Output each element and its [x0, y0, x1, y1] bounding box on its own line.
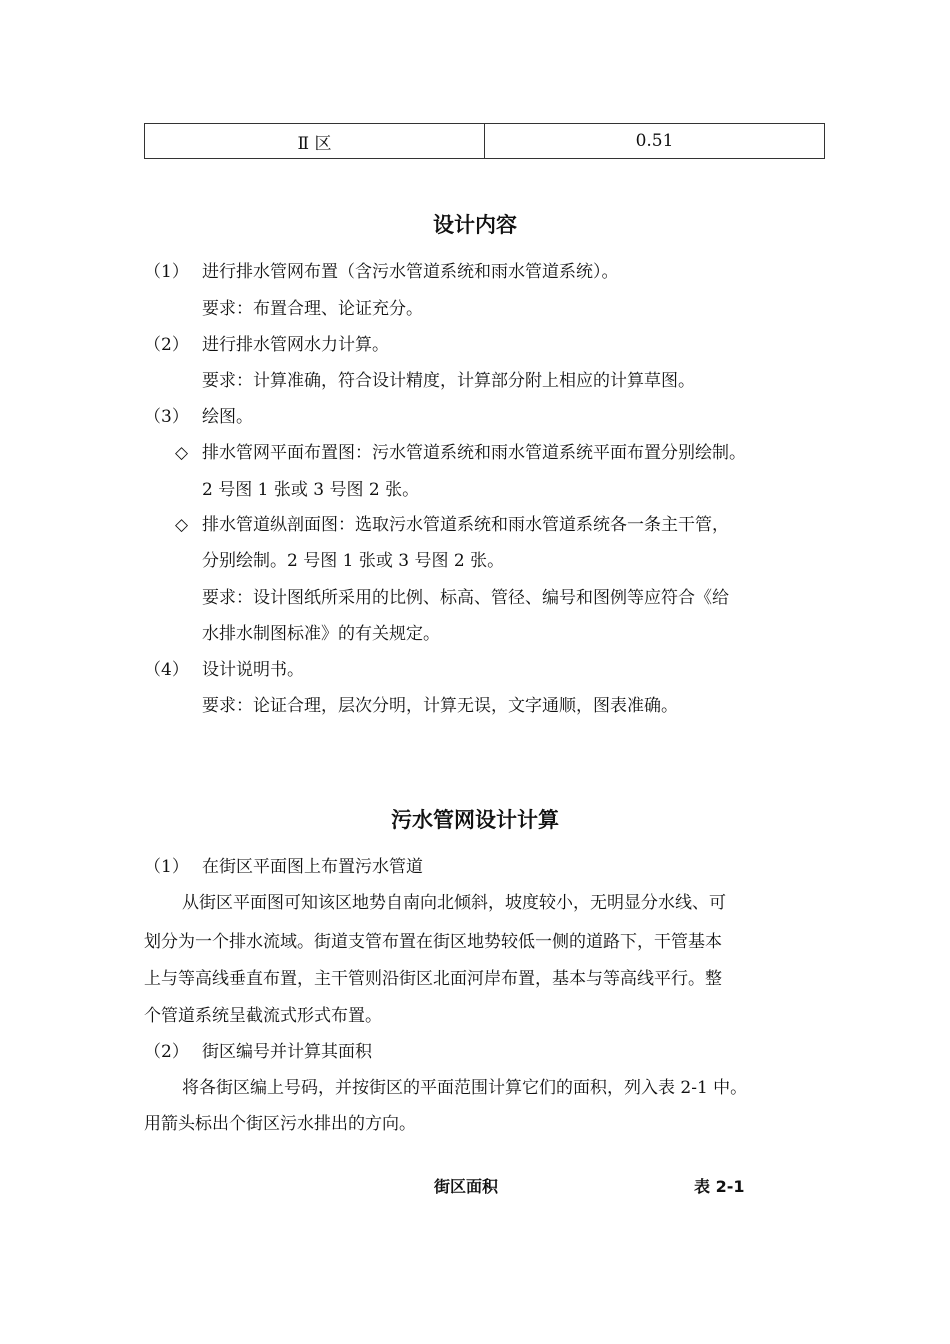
item-text: 进行排水管网布置（含污水管道系统和雨水管道系统）。 — [202, 262, 619, 282]
step-text: 街区编号并计算其面积 — [202, 1042, 372, 1062]
item-text: 设计说明书。 — [202, 660, 304, 680]
drawing-bullet-1 — [175, 441, 746, 465]
step-number: （2） — [144, 1042, 189, 1062]
design-item-2 — [144, 333, 389, 357]
item-text: 进行排水管网水力计算。 — [202, 335, 389, 355]
table-number: 表 2-1 — [694, 1177, 745, 1196]
design-content-heading: 设计内容 — [433, 213, 517, 237]
paragraph-line: 个管道系统呈截流式形式布置。 — [144, 1006, 382, 1026]
diamond-bullet-icon: ◇ — [175, 443, 189, 463]
item-text: 绘图。 — [202, 407, 253, 427]
table-row — [145, 124, 825, 159]
drawing-bullet-1-continued: 2 号图 1 张或 3 号图 2 张。 — [202, 480, 420, 500]
paragraph-line: 划分为一个排水流域。街道支管布置在街区地势较低一侧的道路下，干管基本 — [144, 932, 722, 952]
paragraph-line: 从街区平面图可知该区地势自南向北倾斜，坡度较小，无明显分水线、可 — [182, 893, 726, 913]
design-item-4 — [144, 658, 304, 682]
item-number: （1） — [144, 262, 189, 282]
diamond-bullet-icon: ◇ — [175, 515, 189, 535]
calc-step-1 — [144, 855, 423, 879]
district-table — [144, 123, 825, 159]
calc-step-2 — [144, 1040, 372, 1064]
design-item-1 — [144, 260, 619, 284]
design-item-1-requirement: 要求：布置合理、论证充分。 — [202, 299, 423, 319]
step-text: 在街区平面图上布置污水管道 — [202, 857, 423, 877]
bullet-text: 排水管网平面布置图：污水管道系统和雨水管道系统平面布置分别绘制。 — [202, 443, 746, 463]
drawing-bullet-2-continued: 分别绘制。2 号图 1 张或 3 号图 2 张。 — [202, 551, 505, 571]
paragraph-line: 上与等高线垂直布置，主干管则沿街区北面河岸布置，基本与等高线平行。整 — [144, 969, 722, 989]
item-number: （3） — [144, 407, 189, 427]
design-item-3-requirement-continued: 水排水制图标准》的有关规定。 — [202, 624, 440, 644]
drawing-bullet-2 — [175, 513, 729, 537]
paragraph-line: 将各街区编上号码，并按街区的平面范围计算它们的面积，列入表 2-1 中。 — [182, 1078, 748, 1098]
design-item-3 — [144, 405, 253, 429]
design-item-4-requirement: 要求：论证合理，层次分明，计算无误，文字通顺，图表准确。 — [202, 696, 678, 716]
design-item-3-requirement: 要求：设计图纸所采用的比例、标高、管径、编号和图例等应符合《给 — [202, 588, 729, 608]
step-number: （1） — [144, 857, 189, 877]
bullet-text: 排水管道纵剖面图：选取污水管道系统和雨水管道系统各一条主干管， — [202, 515, 729, 535]
item-number: （4） — [144, 660, 189, 680]
item-number: （2） — [144, 335, 189, 355]
table-cell-value: 0.51 — [485, 124, 825, 159]
table-caption: 街区面积 — [434, 1177, 499, 1196]
paragraph-line: 用箭头标出个街区污水排出的方向。 — [144, 1114, 416, 1134]
table-cell-district: Ⅱ 区 — [145, 124, 485, 159]
sewer-calc-heading: 污水管网设计计算 — [391, 808, 559, 832]
design-item-2-requirement: 要求：计算准确，符合设计精度，计算部分附上相应的计算草图。 — [202, 371, 695, 391]
